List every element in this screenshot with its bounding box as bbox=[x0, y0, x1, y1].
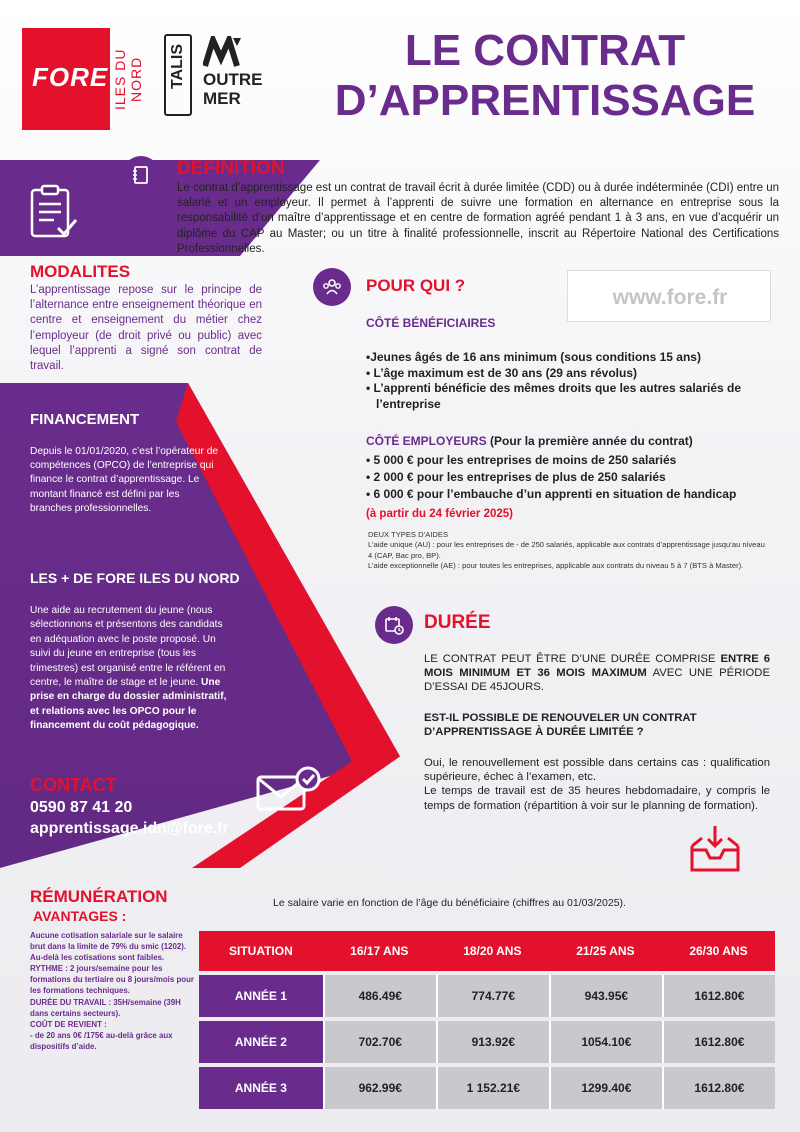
remuneration-title: RÉMUNÉRATION bbox=[30, 887, 168, 906]
table-cell: 962.99€ bbox=[323, 1067, 436, 1109]
table-cell: 486.49€ bbox=[323, 975, 436, 1017]
list-item: •Jeunes âgés de 16 ans minimum (sous conditions 15 ans) bbox=[366, 350, 701, 364]
modalites-text: L’apprentissage repose sur le principe de l’alternance entre enseignement théorique en centre et enseignement du métier chez l’employeur (de droit privé ou public) avec lequel l’apprenti a signé son contrat de travail. bbox=[30, 284, 262, 373]
definition-title: DEFINITION bbox=[177, 158, 285, 179]
table-cell: ANNÉE 3 bbox=[199, 1067, 323, 1109]
plus-fore-title: LES + DE FORE ILES DU NORD bbox=[30, 570, 240, 586]
table-header: 16/17 ANS bbox=[323, 931, 436, 971]
definition-text: Le contrat d’apprentissage est un contrat de travail écrit à durée limitée (CDD) ou à durée indéterminée (CDI) entre un salarié et un employeur. Il permet à l’apprenti de suivre une formation en alternance en entreprise sous la responsabilité d’un maître d’apprentissage et en centre de formation agréé pendant 1 à 3 ans, en vue d’acquérir un diplôme du CAP au Master; ou un titre à finalité professionnelle, inscrit au Répertoire National des Certifications Professionnelles. bbox=[177, 182, 779, 255]
table-row bbox=[199, 1067, 775, 1109]
list-item: • 2 000 € pour les entreprises de plus de 250 salariés bbox=[366, 470, 666, 484]
table-cell: 1612.80€ bbox=[662, 1021, 775, 1063]
table-header-row bbox=[199, 931, 775, 971]
website-box[interactable] bbox=[567, 270, 771, 322]
table-row bbox=[199, 975, 775, 1017]
table-header: 21/25 ANS bbox=[549, 931, 662, 971]
table-header: 18/20 ANS bbox=[436, 931, 549, 971]
cote-employeurs-note: (Pour la première année du contrat) bbox=[490, 434, 693, 448]
avantages-text: Aucune cotisation salariale sur le salaire brut dans la limite de 79% du smic (1202). Au-delà les cotisations sont faibles. RYTHME : 2 jours/semaine pour les formations du tertiaire ou 8 jours/mois pour les formations techniques. DURÉE DU TRAVAIL : 35H/semaine (39H dans certains secteurs). COÛT DE REVIENT : - de 20 ans 0€ /175€ au-delà grâce aux dispositifs d’aide. bbox=[30, 931, 194, 1051]
duree-bold: ENTRE 6 MOIS MINIMUM ET 36 MOIS MAXIMUM bbox=[424, 653, 770, 680]
list-item: • 6 000 € pour l’embauche d’un apprenti en situation de handicap bbox=[366, 487, 737, 501]
duree-answer: Oui, le renouvellement est possible dans certains cas : qualification supérieure, échec à l’examen, etc. Le temps de travail est de 35 heures hebdomadaire, y compris le temps de formation (répartition à voir sur le planning de formation). bbox=[424, 757, 770, 812]
contact-phone[interactable]: 0590 87 41 20 bbox=[30, 799, 133, 816]
fore-logo: FORE bbox=[22, 28, 110, 130]
table-header: 26/30 ANS bbox=[662, 931, 775, 971]
plus-fore-text: Une aide au recrutement du jeune (nous sélectionnons et présentons des candidats en adéquation avec le poste proposé. Un suivi du jeune en entreprise (tous les trimestres) est organisé entre le référent en centre, le maître de stage et le jeune. Une prise en charge du dossier administratif, et relations avec les OPCO pour le financement du coût pédagogique. bbox=[30, 605, 227, 732]
table-cell: 913.92€ bbox=[436, 1021, 549, 1063]
table-cell: 1612.80€ bbox=[662, 1067, 775, 1109]
financement-text: Depuis le 01/01/2020, c’est l’opérateur de compétences (OPCO) de l’entreprise qui finance le contrat d’apprentissage. Le montant financé est défini par les branches professionnelles. bbox=[30, 446, 219, 514]
beneficiaires-list bbox=[366, 350, 776, 412]
calendar-clock-icon bbox=[375, 606, 413, 644]
plus-fore-bold-text: Une prise en charge du dossier administratif, et relations avec les OPCO pour le financement du coût pédagogique. bbox=[30, 677, 227, 732]
modalites-title: MODALITES bbox=[30, 262, 131, 281]
duree-text: LE CONTRAT PEUT ÊTRE D’UNE DURÉE COMPRISE ENTRE 6 MOIS MINIMUM ET 36 MOIS MAXIMUM AVEC UNE PÉRIODE D’ESSAI DE 45JOURS. bbox=[424, 653, 770, 694]
financement-title: FINANCEMENT bbox=[30, 411, 140, 428]
outremer-logo-text: OUTRE MER bbox=[203, 70, 263, 108]
table-cell: ANNÉE 1 bbox=[199, 975, 323, 1017]
table-cell: 1612.80€ bbox=[662, 975, 775, 1017]
list-item: • 5 000 € pour les entreprises de moins de 250 salariés bbox=[366, 453, 677, 467]
avantages-title: AVANTAGES : bbox=[33, 908, 127, 924]
outremer-mark-icon bbox=[203, 36, 243, 68]
logo-subtitle: ILES DU NORD bbox=[112, 48, 144, 110]
table-cell: 774.77€ bbox=[436, 975, 549, 1017]
talis-logo: TALIS bbox=[164, 34, 192, 116]
table-cell: 1299.40€ bbox=[549, 1067, 662, 1109]
contact-email[interactable]: apprentissage.idn@fore.fr bbox=[30, 820, 229, 837]
website-link[interactable]: www.fore.fr bbox=[612, 286, 728, 309]
list-item: • L’âge maximum est de 30 ans (29 ans révolus) bbox=[366, 365, 637, 380]
table-cell: 702.70€ bbox=[323, 1021, 436, 1063]
mail-check-icon bbox=[256, 765, 324, 813]
cote-employeurs-title: CÔTÉ EMPLOYEURS (Pour la première année du contrat) bbox=[366, 434, 693, 448]
cote-beneficiaires-title: CÔTÉ BÉNÉFICIAIRES bbox=[366, 316, 496, 330]
table-row bbox=[199, 1021, 775, 1063]
salary-table bbox=[199, 927, 775, 1113]
table-cell: 1054.10€ bbox=[549, 1021, 662, 1063]
salary-note: Le salaire varie en fonction de l’âge du bénéficiaire (chiffres au 01/03/2025). bbox=[273, 897, 626, 909]
people-group-icon bbox=[313, 268, 351, 306]
table-cell: 1 152.21€ bbox=[436, 1067, 549, 1109]
table-cell: 943.95€ bbox=[549, 975, 662, 1017]
clipboard-check-icon bbox=[28, 184, 78, 242]
aides-text: DEUX TYPES D’AIDES L’aide unique (AU) : pour les entreprises de - de 250 salariés, applicable aux contrats d’apprentissage jusqu’au niveau 4 (CAP, Bac pro, BP). L’aide exceptionnelle (AE) : pour toutes les entreprises, applicable aux contrats du niveau 5 à 7 (BTS à Master). bbox=[368, 530, 765, 571]
date-note: (à partir du 24 février 2025) bbox=[366, 508, 514, 520]
list-item: • L’apprenti bénéficie des mêmes droits que les autres salariés de l’entreprise bbox=[366, 381, 742, 411]
page-title: LE CONTRAT D’APPRENTISSAGE bbox=[334, 26, 756, 125]
notebook-icon bbox=[122, 156, 160, 194]
pour-qui-title: POUR QUI ? bbox=[366, 276, 466, 295]
contact-title: CONTACT bbox=[30, 775, 117, 795]
employeurs-list bbox=[366, 452, 796, 503]
inbox-download-icon bbox=[688, 822, 742, 874]
table-header: SITUATION bbox=[199, 931, 323, 971]
table-cell: ANNÉE 2 bbox=[199, 1021, 323, 1063]
duree-question: EST-IL POSSIBLE DE RENOUVELER UN CONTRAT D’APPRENTISSAGE À DURÉE LIMITÉE ? bbox=[424, 712, 697, 739]
duree-title: DURÉE bbox=[424, 612, 491, 633]
